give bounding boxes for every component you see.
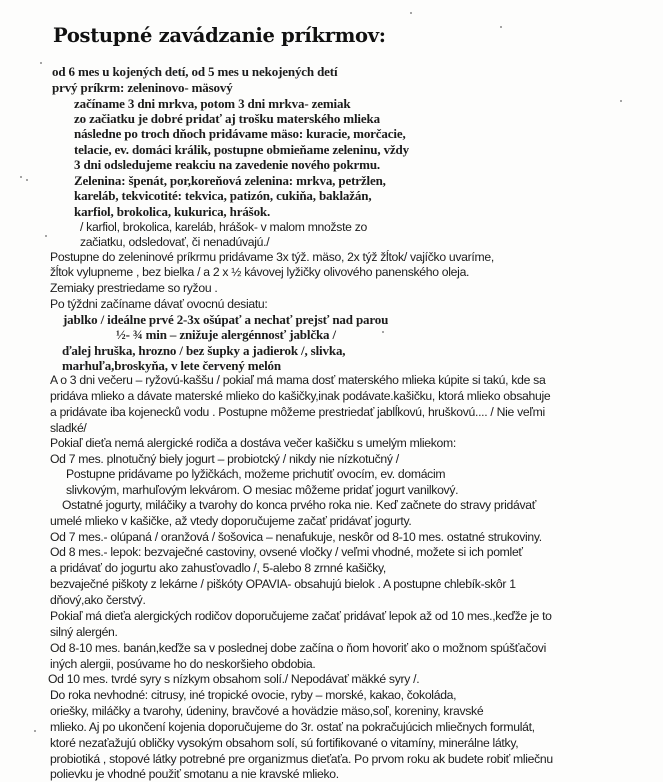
text-line: Ostatné jogurty, miláčiky a tvarohy do konca prvého roka nie. Keď začnete do stravy pridávať xyxy=(62,498,537,512)
text-line: Od 7 mes.- olúpaná / oranžová / šošovica – nenafukuje, neskôr od 8-10 mes. ostatné strukoviny. xyxy=(50,530,542,544)
text-line: Od 10 mes. tvrdé syry s nízkym obsahom solí./ Nepodávať mäkké syry /. xyxy=(48,672,420,686)
text-line: ½- ¾ min – znižuje alergénnosť jablčka / xyxy=(116,327,336,342)
text-line: polievku je vhodné použiť smotanu a nie kravské mlieko. xyxy=(50,767,339,781)
text-line: jablko / ideálne prvé 2-3x ošúpať a nechať prejsť nad parou xyxy=(63,312,389,327)
text-line: mlieko. Aj po ukončení kojenia doporučujeme do 3r. ostať na pokračujúcich mliečnych formulát, xyxy=(50,720,535,734)
text-line: pridáva mlieko a dávate materské mlieko do kašičky,inak podávate.kašičku, ktorá mlieko obsahuje xyxy=(50,389,551,403)
text-line: Postupne do zeleninové príkrmu pridávame 3x týž. mäso, 2x týž žĺtok/ vajíčko uvaríme, xyxy=(50,250,494,264)
scan-speck xyxy=(410,12,412,14)
text-line: slivkovým, marhuľovým lekvárom. O mesiac môžeme pridať jogurt vanilkový. xyxy=(66,483,459,497)
text-line: oriešky, miláčky a tvarohy, údeniny, bravčové a hovädzie mäso,soľ, koreniny, kravské xyxy=(50,704,484,718)
scan-speck xyxy=(45,235,47,237)
text-line: Do roka nevhodné: citrusy, iné tropické ovocie, ryby – morské, kakao, čokoláda, xyxy=(50,688,457,702)
text-line: / karfiol, brokolica, kareláb, hrášok- v malom množste zo xyxy=(80,220,368,234)
text-line: 3 dni odsledujeme reakciu na zavedenie nového pokrmu. xyxy=(74,157,380,172)
text-line: marhuľa,broskyňa, v lete červený melón xyxy=(62,358,281,373)
text-line: začíname 3 dni mrkva, potom 3 dni mrkva- zemiak xyxy=(74,96,351,111)
text-line: Od 8 mes.- lepok: bezvaječné castoviny, ovsené vločky / veľmi vhodné, možete si ich pomleť xyxy=(50,545,523,559)
text-line: začiatku, odsledovať, či nenadúvajú./ xyxy=(80,235,270,249)
text-line: sladké/ xyxy=(50,421,87,435)
text-line: žĺtok vylupneme , bez bielka / a 2 x ½ kávovej lyžičky olivového panenského oleja. xyxy=(50,265,470,279)
text-line: Pokiaľ má dieťa alergických rodičov doporučujeme začať pridávať lepok až od 10 mes.,keďže je to xyxy=(50,609,552,623)
text-line: iných alergii, posúvame ho do neskoršieho obdobia. xyxy=(50,657,316,671)
text-line: Postupne pridávame po lyžičkách, možeme prichutiť ovocím, ev. domácim xyxy=(66,467,446,481)
text-line: ktoré nezaťažujú obličky vysokým obsahom solí, sú fortifikované o vitamíny, minerálne látky, xyxy=(50,736,519,750)
text-line: bezvaječné piškoty z lekárne / piškóty OPAVIA- obsahujú bielok . A postupne chlebík-skôr 1 xyxy=(50,577,516,591)
text-line: Zemiaky prestriedame so ryžou . xyxy=(50,281,218,295)
scan-speck xyxy=(20,176,22,178)
text-line: následne po troch dňoch pridávame mäso: kuracie, morčacie, xyxy=(74,126,406,141)
text-line: telacie, ev. domáci králik, postupne obmieňame zeleninu, vždy xyxy=(74,142,409,157)
text-line: ďalej hruška, hrozno / bez šupky a jadierok /, slivka, xyxy=(62,343,346,358)
text-line: umelé mlieko v kašičke, až vtedy doporučujeme začať pridávať jogurty. xyxy=(50,514,412,528)
text-line: a pridávate iba kojenecků vodu . Postupne môžeme prestriedať jablĺkovú, hruškovú.... / Nie veľmi xyxy=(50,405,545,419)
scan-speck xyxy=(34,730,36,732)
text-line: karfiol, brokolica, kukurica, hrášok. xyxy=(74,204,271,219)
text-line: prvý príkrm: zeleninovo- mäsový xyxy=(52,80,233,95)
text-line: dňový,ako čerstvý. xyxy=(50,593,146,607)
text-line: Zelenina: špenát, por,koreňová zelenina: mrkva, petržlen, xyxy=(74,173,386,188)
scan-speck xyxy=(40,62,42,64)
text-line: a pridávať do jogurtu ako zahusťovadlo /, 5-alebo 8 zrnné kašičky, xyxy=(50,561,386,575)
text-line: probiotiká , stopové látky potrebné pre organizmus dieťaťa. Po prvom roku ak budete robiť mliečnu xyxy=(50,752,553,766)
scan-speck xyxy=(382,331,384,333)
text-line: zo začiatku je dobré pridať aj trošku materského mlieka xyxy=(74,111,380,126)
scan-speck xyxy=(500,26,502,28)
scan-speck xyxy=(26,179,28,181)
text-line: kareláb, tekvicotité: tekvica, patizón, cukiňa, baklažán, xyxy=(74,188,372,203)
text-line: silný alergén. xyxy=(50,625,118,639)
text-line: Od 8-10 mes. banán,keďže sa v poslednej dobe začína o ňom hovoriť ako o možnom spúšťačovi xyxy=(50,641,547,655)
text-line: Pokiaľ dieťa nemá alergické rodiča a dostáva večer kašičku s umelým mliekom: xyxy=(50,436,456,450)
document-title: Postupné zavádzanie príkrmov: xyxy=(53,24,386,47)
text-line: Po týždni začíname dávať ovocnú desiatu: xyxy=(50,297,268,311)
text-line: A o 3 dni večeru – ryžovú-kaššu / pokiaľ má mama dosť materského mlieka kúpite si takú, kde sa xyxy=(50,373,546,387)
scan-speck xyxy=(620,100,622,102)
text-line: Od 7 mes. plnotučný biely jogurt – probiotcký / nikdy nie nízkotučný / xyxy=(50,452,399,466)
text-line: od 6 mes u kojených detí, od 5 mes u nekojených detí xyxy=(52,64,338,79)
